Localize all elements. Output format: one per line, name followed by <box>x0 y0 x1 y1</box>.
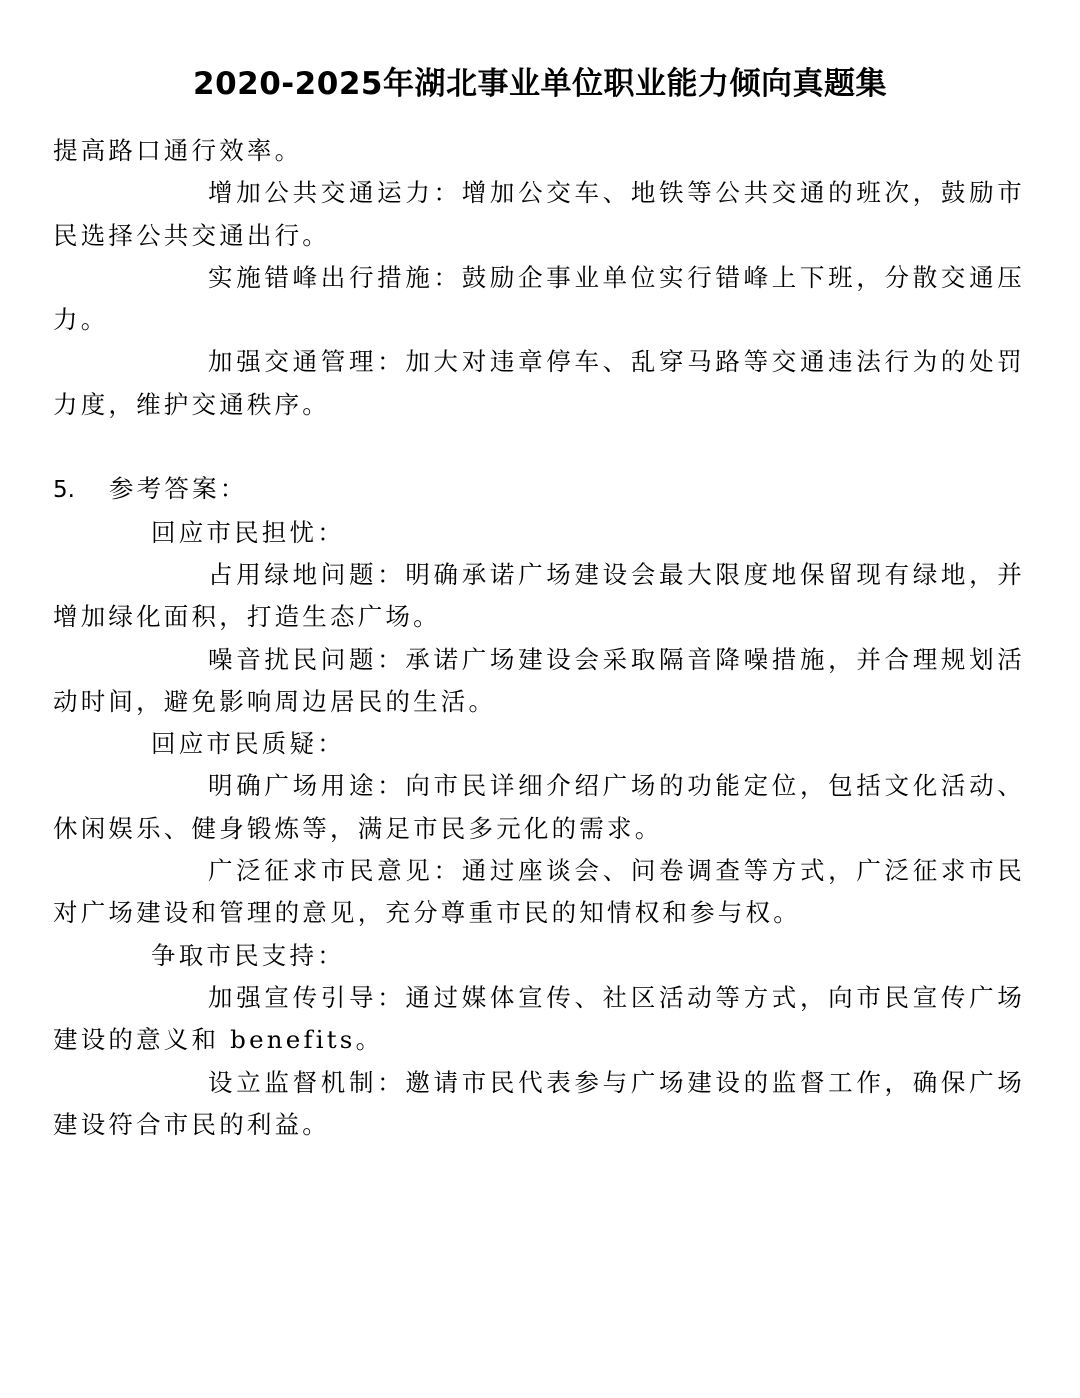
section-heading: 回应市民担忧： <box>151 517 345 547</box>
paragraph: 提高路口通行效率。 <box>53 136 303 165</box>
section-heading: 回应市民质疑： <box>151 729 345 759</box>
paragraph: 设立监督机制：邀请市民代表参与广场建设的监督工作，确保广场建设符合市民的利益。 <box>53 1067 1025 1139</box>
paragraph: 明确广场用途：向市民详细介绍广场的功能定位，包括文化活动、休闲娱乐、健身锻炼等，满足市民多元化的需求。 <box>53 771 1025 843</box>
question-5-heading <box>53 468 1025 511</box>
document-body <box>53 130 1025 1146</box>
paragraph: 加强宣传引导：通过媒体宣传、社区活动等方式，向市民宣传广场建设的意义和 benefits。 <box>53 982 1025 1055</box>
section-heading: 争取市民支持： <box>151 940 345 970</box>
paragraph: 实施错峰出行措施：鼓励企事业单位实行错峰上下班，分散交通压力。 <box>53 262 1025 335</box>
question-number: 5. <box>53 477 75 504</box>
answer-label: 参考答案： <box>109 474 248 504</box>
paragraph: 广泛征求市民意见：通过座谈会、问卷调查等方式，广泛征求市民对广场建设和管理的意见，充分尊重市民的知情权和参与权。 <box>53 856 1025 928</box>
paragraph: 噪音扰民问题：承诺广场建设会采取隔音降噪措施，并合理规划活动时间，避免影响周边居民的生活。 <box>53 644 1025 716</box>
paragraph: 增加公共交通运力：增加公交车、地铁等公共交通的班次，鼓励市民选择公共交通出行。 <box>53 178 1025 250</box>
paragraph: 占用绿地问题：明确承诺广场建设会最大限度地保留现有绿地，并增加绿化面积，打造生态广场。 <box>53 559 1025 632</box>
paragraph-gap <box>53 426 1025 468</box>
paragraph: 加强交通管理：加大对违章停车、乱穿马路等交通违法行为的处罚力度，维护交通秩序。 <box>53 347 1025 419</box>
page-title: 2020-2025年湖北事业单位职业能力倾向真题集 <box>193 66 887 102</box>
